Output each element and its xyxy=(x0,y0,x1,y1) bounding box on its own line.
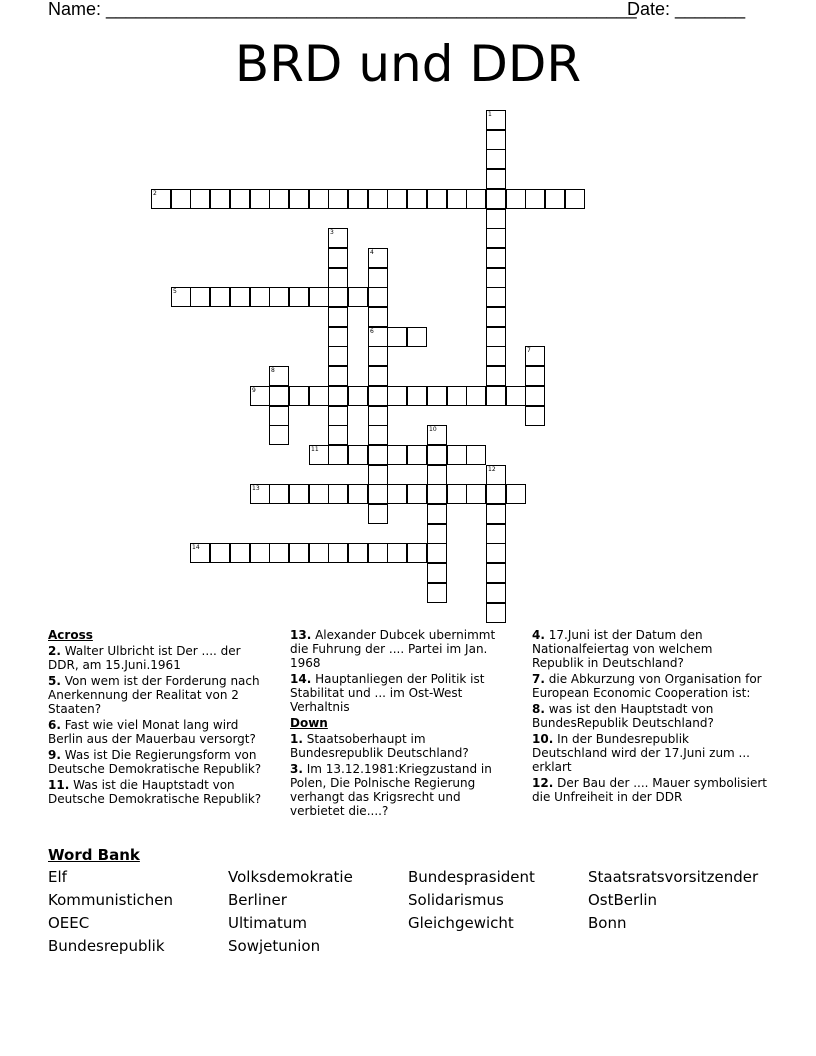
grid-cell[interactable] xyxy=(368,406,388,426)
grid-cell[interactable] xyxy=(328,445,348,465)
word-bank-item: Gleichgewicht xyxy=(408,914,514,932)
grid-cell[interactable] xyxy=(348,287,368,307)
grid-cell[interactable] xyxy=(427,465,447,485)
grid-cell[interactable] xyxy=(486,287,506,307)
grid-cell[interactable] xyxy=(368,425,388,445)
grid-cell[interactable] xyxy=(250,543,270,563)
grid-cell[interactable] xyxy=(525,189,545,209)
grid-cell[interactable] xyxy=(269,406,289,426)
word-bank-item: Elf xyxy=(48,868,67,886)
grid-cell[interactable] xyxy=(545,189,565,209)
grid-cell[interactable] xyxy=(190,287,210,307)
grid-cell[interactable] xyxy=(407,484,427,504)
clue-number: 6. xyxy=(48,718,61,732)
grid-cell[interactable] xyxy=(328,366,348,386)
grid-cell[interactable] xyxy=(368,268,388,288)
grid-cell[interactable] xyxy=(210,543,230,563)
grid-cell[interactable] xyxy=(368,386,388,406)
grid-cell[interactable] xyxy=(328,386,348,406)
word-bank-item: OstBerlin xyxy=(588,891,658,909)
clue-number: 6 xyxy=(370,328,374,335)
grid-cell[interactable] xyxy=(466,445,486,465)
clue xyxy=(532,672,767,700)
grid-cell[interactable] xyxy=(427,543,447,563)
clue-number: 10 xyxy=(429,426,437,433)
grid-cell[interactable] xyxy=(427,583,447,603)
grid-cell[interactable] xyxy=(210,287,230,307)
clue-number: 2 xyxy=(153,190,157,197)
grid-cell[interactable] xyxy=(486,268,506,288)
word-bank-item: Bundesprasident xyxy=(408,868,535,886)
grid-cell[interactable] xyxy=(486,110,506,130)
grid-cell[interactable] xyxy=(328,307,348,327)
clue-text: Staatsoberhaupt im Bundesrepublik Deutschland? xyxy=(290,732,469,760)
clue-text: Was ist Die Regierungsform von Deutsche Demokratische Republik? xyxy=(48,748,262,776)
grid-cell[interactable] xyxy=(486,524,506,544)
grid-cell[interactable] xyxy=(486,149,506,169)
clue-number: 14 xyxy=(192,544,200,551)
word-bank-item: Solidarismus xyxy=(408,891,504,909)
clue-number: 5 xyxy=(173,288,177,295)
grid-cell[interactable] xyxy=(486,504,506,524)
grid-cell[interactable] xyxy=(506,386,526,406)
grid-cell[interactable] xyxy=(525,346,545,366)
grid-cell[interactable] xyxy=(486,307,506,327)
clue-number: 13 xyxy=(252,485,260,492)
grid-cell[interactable] xyxy=(407,543,427,563)
grid-cell[interactable] xyxy=(466,189,486,209)
grid-cell[interactable] xyxy=(190,543,210,563)
grid-cell[interactable] xyxy=(486,169,506,189)
grid-cell[interactable] xyxy=(348,386,368,406)
clue xyxy=(290,762,515,818)
clue-number: 7. xyxy=(532,672,545,686)
clue xyxy=(48,748,273,776)
grid-cell[interactable] xyxy=(328,346,348,366)
grid-cell[interactable] xyxy=(309,287,329,307)
grid-cell[interactable] xyxy=(309,484,329,504)
grid-cell[interactable] xyxy=(506,484,526,504)
grid-cell[interactable] xyxy=(387,327,407,347)
grid-cell[interactable] xyxy=(486,583,506,603)
grid-cell[interactable] xyxy=(387,189,407,209)
grid-cell[interactable] xyxy=(486,563,506,583)
grid-cell[interactable] xyxy=(466,484,486,504)
grid-cell[interactable] xyxy=(328,484,348,504)
grid-cell[interactable] xyxy=(368,248,388,268)
clue-number: 11. xyxy=(48,778,70,792)
grid-cell[interactable] xyxy=(269,484,289,504)
clue-number: 3. xyxy=(290,762,303,776)
word-bank-item: Bundesrepublik xyxy=(48,937,165,955)
word-bank-item: Staatsratsvorsitzender xyxy=(588,868,759,886)
grid-cell[interactable] xyxy=(269,189,289,209)
clue-text: Alexander Dubcek ubernimmt die Fuhrung der .... Partei im Jan. 1968 xyxy=(290,628,496,670)
grid-cell[interactable] xyxy=(387,386,407,406)
clues-column-1 xyxy=(48,628,273,808)
clue-text: Der Bau der .... Mauer symbolisiert die Unfreiheit in der DDR xyxy=(532,776,767,804)
grid-cell[interactable] xyxy=(151,189,171,209)
word-bank-item: Berliner xyxy=(228,891,287,909)
clue-text: Hauptanliegen der Politik ist Stabilitat und ... im Ost-West Verhaltnis xyxy=(290,672,485,714)
grid-cell[interactable] xyxy=(328,268,348,288)
grid-cell[interactable] xyxy=(486,327,506,347)
clue xyxy=(532,628,767,670)
grid-cell[interactable] xyxy=(328,327,348,347)
grid-cell[interactable] xyxy=(486,209,506,229)
word-bank-title: Word Bank xyxy=(48,846,140,864)
clue xyxy=(48,778,273,806)
clue-text: Walter Ulbricht ist Der .... der DDR, am 15.Juni.1961 xyxy=(48,644,241,672)
grid-cell[interactable] xyxy=(269,366,289,386)
grid-cell[interactable] xyxy=(190,189,210,209)
clue-number: 14. xyxy=(290,672,312,686)
grid-cell[interactable] xyxy=(368,287,388,307)
grid-cell[interactable] xyxy=(269,287,289,307)
grid-cell[interactable] xyxy=(309,445,329,465)
grid-cell[interactable] xyxy=(368,346,388,366)
clue xyxy=(290,732,515,760)
clue xyxy=(48,644,273,672)
clues-column-2 xyxy=(290,628,515,820)
word-bank-list xyxy=(48,867,788,956)
grid-cell[interactable] xyxy=(427,425,447,445)
grid-cell[interactable] xyxy=(269,425,289,445)
grid-cell[interactable] xyxy=(427,524,447,544)
clue-number: 7 xyxy=(527,347,531,354)
grid-cell[interactable] xyxy=(486,189,506,209)
grid-cell[interactable] xyxy=(427,386,447,406)
grid-cell[interactable] xyxy=(486,366,506,386)
grid-cell[interactable] xyxy=(250,484,270,504)
grid-cell[interactable] xyxy=(230,543,250,563)
grid-cell[interactable] xyxy=(348,445,368,465)
grid-cell[interactable] xyxy=(348,189,368,209)
grid-cell[interactable] xyxy=(427,189,447,209)
grid-cell[interactable] xyxy=(309,543,329,563)
grid-cell[interactable] xyxy=(525,406,545,426)
clue xyxy=(48,674,273,716)
grid-cell[interactable] xyxy=(171,287,191,307)
across-heading: Across xyxy=(48,628,93,642)
grid-cell[interactable] xyxy=(309,189,329,209)
grid-cell[interactable] xyxy=(289,484,309,504)
clue-number: 9 xyxy=(252,387,256,394)
grid-cell[interactable] xyxy=(447,189,467,209)
grid-cell[interactable] xyxy=(368,327,388,347)
clue-text: Von wem ist der Forderung nach Anerkennung der Realitat von 2 Staaten? xyxy=(48,674,260,716)
grid-cell[interactable] xyxy=(407,327,427,347)
grid-cell[interactable] xyxy=(466,386,486,406)
grid-cell[interactable] xyxy=(486,386,506,406)
grid-cell[interactable] xyxy=(328,425,348,445)
clue-number: 3 xyxy=(330,229,334,236)
clue-number: 4. xyxy=(532,628,545,642)
clue-number: 10. xyxy=(532,732,554,746)
grid-cell[interactable] xyxy=(486,228,506,248)
grid-cell[interactable] xyxy=(486,484,506,504)
word-bank-item: Bonn xyxy=(588,914,627,932)
grid-cell[interactable] xyxy=(269,543,289,563)
grid-cell[interactable] xyxy=(407,189,427,209)
grid-cell[interactable] xyxy=(427,504,447,524)
clue-number: 4 xyxy=(370,249,374,256)
grid-cell[interactable] xyxy=(230,189,250,209)
grid-cell[interactable] xyxy=(427,484,447,504)
clue xyxy=(532,776,767,804)
grid-cell[interactable] xyxy=(309,386,329,406)
clue-number: 8. xyxy=(532,702,545,716)
grid-cell[interactable] xyxy=(447,386,467,406)
clue-text: was ist den Hauptstadt von BundesRepublik Deutschland? xyxy=(532,702,714,730)
name-field[interactable]: Name: _____________________________________________________ xyxy=(48,0,637,19)
grid-cell[interactable] xyxy=(348,543,368,563)
grid-cell[interactable] xyxy=(289,189,309,209)
clue-number: 12. xyxy=(532,776,554,790)
clue xyxy=(290,628,515,670)
clue-text: die Abkurzung von Organisation for European Economic Cooperation ist: xyxy=(532,672,762,700)
grid-cell[interactable] xyxy=(525,366,545,386)
grid-cell[interactable] xyxy=(387,543,407,563)
clue-number: 2. xyxy=(48,644,61,658)
clue xyxy=(532,702,767,730)
word-bank-item: Ultimatum xyxy=(228,914,307,932)
down-heading: Down xyxy=(290,716,328,730)
grid-cell[interactable] xyxy=(486,130,506,150)
grid-cell[interactable] xyxy=(269,386,289,406)
grid-cell[interactable] xyxy=(525,386,545,406)
clue-text: Fast wie viel Monat lang wird Berlin aus der Mauerbau versorgt? xyxy=(48,718,256,746)
date-field[interactable]: Date: _______ xyxy=(627,0,746,19)
grid-cell[interactable] xyxy=(289,287,309,307)
word-bank-item: Volksdemokratie xyxy=(228,868,353,886)
grid-cell[interactable] xyxy=(348,484,368,504)
grid-cell[interactable] xyxy=(289,386,309,406)
grid-cell[interactable] xyxy=(368,366,388,386)
down-clue-list xyxy=(290,732,515,818)
word-bank-item: Kommunistichen xyxy=(48,891,174,909)
grid-cell[interactable] xyxy=(506,189,526,209)
grid-cell[interactable] xyxy=(368,445,388,465)
down-clue-list-continued xyxy=(532,628,767,804)
clues-column-3 xyxy=(532,628,767,806)
across-clue-list-continued xyxy=(290,628,515,714)
grid-cell[interactable] xyxy=(328,228,348,248)
clue-text: Im 13.12.1981:Kriegzustand in Polen, Die Polnische Regierung verhangt das Krigsrecht und verbietet die....? xyxy=(290,762,492,818)
grid-cell[interactable] xyxy=(486,248,506,268)
grid-cell[interactable] xyxy=(368,543,388,563)
grid-cell[interactable] xyxy=(368,307,388,327)
grid-cell[interactable] xyxy=(368,465,388,485)
clue-number: 8 xyxy=(271,367,275,374)
grid-cell[interactable] xyxy=(486,603,506,623)
grid-cell[interactable] xyxy=(171,189,191,209)
clue xyxy=(290,672,515,714)
grid-cell[interactable] xyxy=(486,543,506,563)
grid-cell[interactable] xyxy=(447,445,467,465)
grid-cell[interactable] xyxy=(486,465,506,485)
grid-cell[interactable] xyxy=(447,484,467,504)
grid-cell[interactable] xyxy=(387,484,407,504)
grid-cell[interactable] xyxy=(328,189,348,209)
grid-cell[interactable] xyxy=(565,189,585,209)
clue-number: 1 xyxy=(488,111,492,118)
grid-cell[interactable] xyxy=(328,287,348,307)
grid-cell[interactable] xyxy=(368,504,388,524)
clue xyxy=(48,718,273,746)
grid-cell[interactable] xyxy=(210,189,230,209)
clue-text: Was ist die Hauptstadt von Deutsche Demokratische Republik? xyxy=(48,778,262,806)
clue xyxy=(532,732,767,774)
grid-cell[interactable] xyxy=(328,248,348,268)
grid-cell[interactable] xyxy=(289,543,309,563)
grid-cell[interactable] xyxy=(250,386,270,406)
grid-cell[interactable] xyxy=(387,445,407,465)
clue-number: 9. xyxy=(48,748,61,762)
grid-cell[interactable] xyxy=(328,543,348,563)
grid-cell[interactable] xyxy=(368,484,388,504)
grid-cell[interactable] xyxy=(230,287,250,307)
grid-cell[interactable] xyxy=(427,445,447,465)
grid-cell[interactable] xyxy=(407,445,427,465)
clue-number: 5. xyxy=(48,674,61,688)
grid-cell[interactable] xyxy=(427,563,447,583)
puzzle-title: BRD und DDR xyxy=(234,35,582,93)
clue-number: 11 xyxy=(311,446,319,453)
clue-number: 1. xyxy=(290,732,303,746)
clue-number: 12 xyxy=(488,466,496,473)
clue-text: 17.Juni ist der Datum den Nationalfeiertag von welchem Republik in Deutschland? xyxy=(532,628,713,670)
grid-cell[interactable] xyxy=(486,346,506,366)
grid-cell[interactable] xyxy=(250,287,270,307)
across-clue-list xyxy=(48,644,273,806)
grid-cell[interactable] xyxy=(368,189,388,209)
clue-text: In der Bundesrepublik Deutschland wird der 17.Juni zum ... erklart xyxy=(532,732,750,774)
word-bank-item: OEEC xyxy=(48,914,90,932)
word-bank-item: Sowjetunion xyxy=(228,937,321,955)
clue-number: 13. xyxy=(290,628,312,642)
grid-cell[interactable] xyxy=(250,189,270,209)
word-bank xyxy=(48,845,788,956)
grid-cell[interactable] xyxy=(328,406,348,426)
grid-cell[interactable] xyxy=(407,386,427,406)
